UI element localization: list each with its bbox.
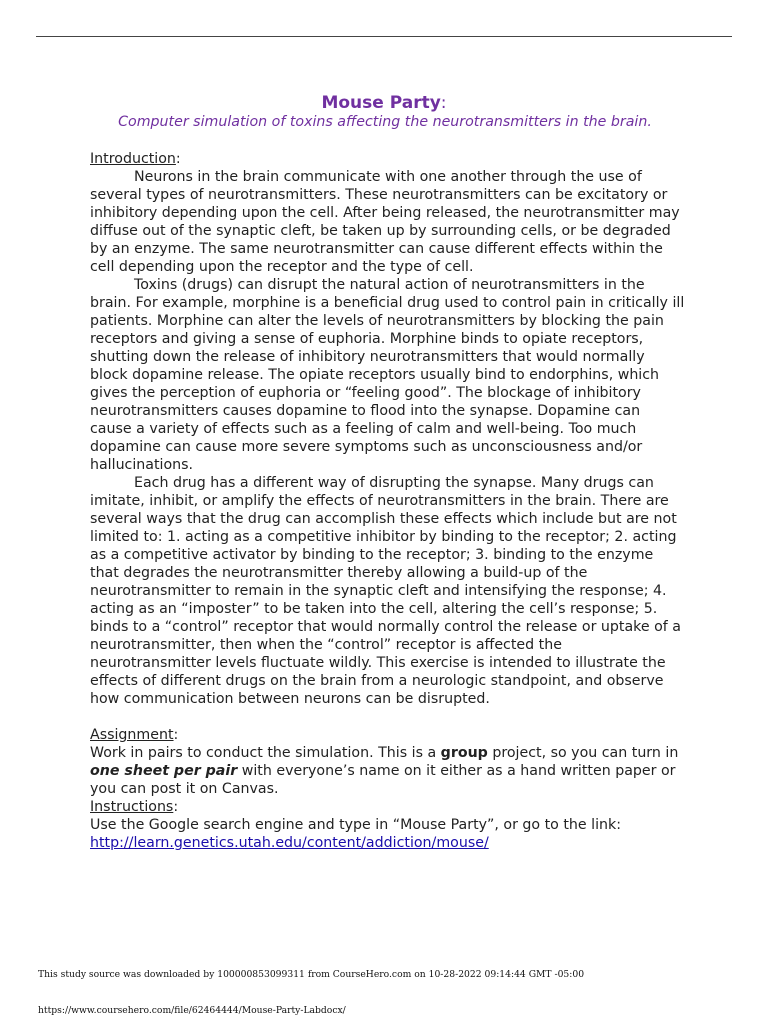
instructions-heading-colon: : <box>173 799 179 815</box>
assignment-group-bold: group <box>440 745 488 761</box>
intro-paragraph-1: Neurons in the brain communicate with one another through the use of several types of neurotransmitters. These neurotransmitters can be excitatory or inhibitory depending upon the cell. After being released, the neurotransmitter may diffuse out of the synaptic cleft, be taken up by surrounding cells, or be degraded by an enzyme. The same neurotransmitter can cause different effects within the cell depending upon the receptor and the type of cell. <box>90 169 680 275</box>
mouse-party-link[interactable]: http://learn.genetics.utah.edu/content/addiction/mouse/ <box>90 835 489 851</box>
download-source-note: This study source was downloaded by 100000853099311 from CourseHero.com on 10-28-2022 09:14:44 GMT -05:00 <box>38 969 585 980</box>
footer-url: https://www.coursehero.com/file/62464444/Mouse-Party-Labdocx/ <box>38 1005 346 1016</box>
instructions-link-line <box>90 834 686 852</box>
assignment-paragraph <box>90 744 686 798</box>
assignment-heading-label: Assignment <box>90 727 174 743</box>
instructions-heading-label: Instructions <box>90 799 174 815</box>
title-block <box>0 93 768 113</box>
assignment-heading-colon: : <box>173 727 179 743</box>
assignment-text-2: project, so you can turn in <box>487 745 679 761</box>
introduction-heading <box>90 150 686 168</box>
title-colon: : <box>440 93 447 113</box>
page-title: Mouse Party <box>321 93 441 113</box>
intro-paragraph-2: Toxins (drugs) can disrupt the natural action of neurotransmitters in the brain. For example, morphine is a beneficial drug used to control pain in critically ill patients. Morphine can alter the levels of neurotransmitters by blocking the pain receptors and giving a sense of euphoria. Morphine binds to opiate receptors, shutting down the release of inhibitory neurotransmitters that would normally block dopamine release. The opiate receptors usually bind to endorphins, which gives the perception of euphoria or “feeling good”. The blockage of inhibitory neurotransmitters causes dopamine to flood into the synapse. Dopamine can cause a variety of effects such as a feeling of calm and well-being. Too much dopamine can cause more severe symptoms such as unconsciousness and/or hallucinations. <box>90 277 685 473</box>
introduction-heading-colon: : <box>175 151 181 167</box>
assignment-heading <box>90 726 686 744</box>
section-spacer <box>90 708 686 726</box>
top-divider <box>36 36 732 37</box>
page-subtitle: Computer simulation of toxins affecting the neurotransmitters in the brain. <box>118 114 652 130</box>
assignment-text-1: Work in pairs to conduct the simulation. This is a <box>90 745 441 761</box>
instructions-heading <box>90 798 686 816</box>
introduction-heading-label: Introduction <box>90 151 176 167</box>
instructions-text: Use the Google search engine and type in “Mouse Party”, or go to the link: <box>90 817 622 833</box>
assignment-one-sheet-bold-italic: one sheet per pair <box>90 763 238 779</box>
document-body <box>90 150 686 852</box>
assignment-text-3: with everyone’s name on it either as a hand written paper or you can post it on Canvas. <box>90 763 676 797</box>
intro-paragraph-3: Each drug has a different way of disrupting the synapse. Many drugs can imitate, inhibit, or amplify the effects of neurotransmitters in the brain. There are several ways that the drug can accomplish these effects which include but are not limited to: 1. acting as a competitive inhibitor by binding to the receptor; 2. acting as a competitive activator by binding to the receptor; 3. binding to the enzyme that degrades the neurotransmitter thereby allowing a build-up of the neurotransmitter to remain in the synaptic cleft and intensifying the response; 4. acting as an “imposter” to be taken into the cell, altering the cell’s response; 5. binds to a “control” receptor that would normally control the release or uptake of a neurotransmitter, then when the “control” receptor is affected the neurotransmitter levels fluctuate wildly. This exercise is intended to illustrate the effects of different drugs on the brain from a neurologic standpoint, and observe how communication between neurons can be disrupted. <box>90 475 682 707</box>
